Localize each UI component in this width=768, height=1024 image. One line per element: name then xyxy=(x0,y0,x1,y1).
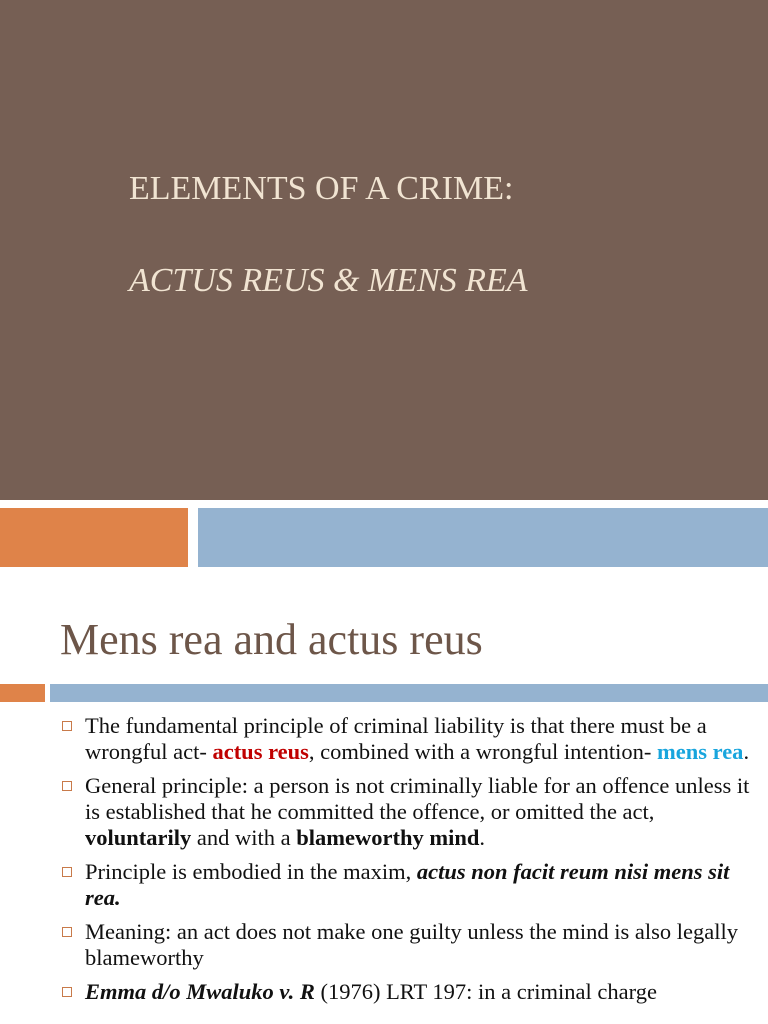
mens-rea-term: mens rea xyxy=(656,739,744,764)
accent-bar-blue xyxy=(50,684,768,702)
bullet-text: Principle is embodied in the maxim, xyxy=(85,859,417,884)
bullet-text: General principle: a person is not criminally liable for an offence unless it is established that he committed the offence, or omitted the act, xyxy=(85,773,750,824)
bullet-list xyxy=(60,713,760,1013)
actus-reus-term: actus reus xyxy=(212,739,309,764)
latin-maxim: actus non facit reum nisi mens sit rea. xyxy=(85,859,730,910)
bullet-text: . xyxy=(743,739,750,764)
bullet-text: Meaning: an act does not make one guilty unless the mind is also legally blameworthy xyxy=(85,919,738,970)
bold-term: voluntarily xyxy=(85,825,192,850)
bold-term: blameworthy mind xyxy=(296,825,480,850)
bullet-item xyxy=(60,713,760,765)
accent-block-blue xyxy=(198,508,768,567)
square-bullet-icon xyxy=(62,781,72,791)
bullet-item xyxy=(60,773,760,851)
bullet-text: , combined with a wrongful intention- xyxy=(308,739,657,764)
square-bullet-icon xyxy=(62,867,72,877)
accent-block-orange xyxy=(0,508,188,567)
square-bullet-icon xyxy=(62,721,72,731)
slide-divider xyxy=(0,500,768,508)
slide-title-line1: ELEMENTS OF A CRIME: xyxy=(129,170,514,207)
square-bullet-icon xyxy=(62,987,72,997)
bullet-item xyxy=(60,859,760,911)
slide2-title: Mens rea and actus reus xyxy=(60,615,483,664)
square-bullet-icon xyxy=(62,927,72,937)
bullet-text: The fundamental principle of criminal liability is that there must be a wrongful act- xyxy=(85,713,707,764)
case-name: Emma d/o Mwaluko v. R xyxy=(85,979,315,1004)
bullet-item xyxy=(60,979,760,1005)
accent-bar-orange xyxy=(0,684,45,702)
bullet-item xyxy=(60,919,760,971)
bullet-text: and with a xyxy=(191,825,297,850)
bullet-text: (1976) LRT 197: in a criminal charge xyxy=(314,979,657,1004)
bullet-text: . xyxy=(479,825,486,850)
title-slide xyxy=(0,0,768,500)
slide-title-line2: ACTUS REUS & MENS REA xyxy=(129,262,528,299)
